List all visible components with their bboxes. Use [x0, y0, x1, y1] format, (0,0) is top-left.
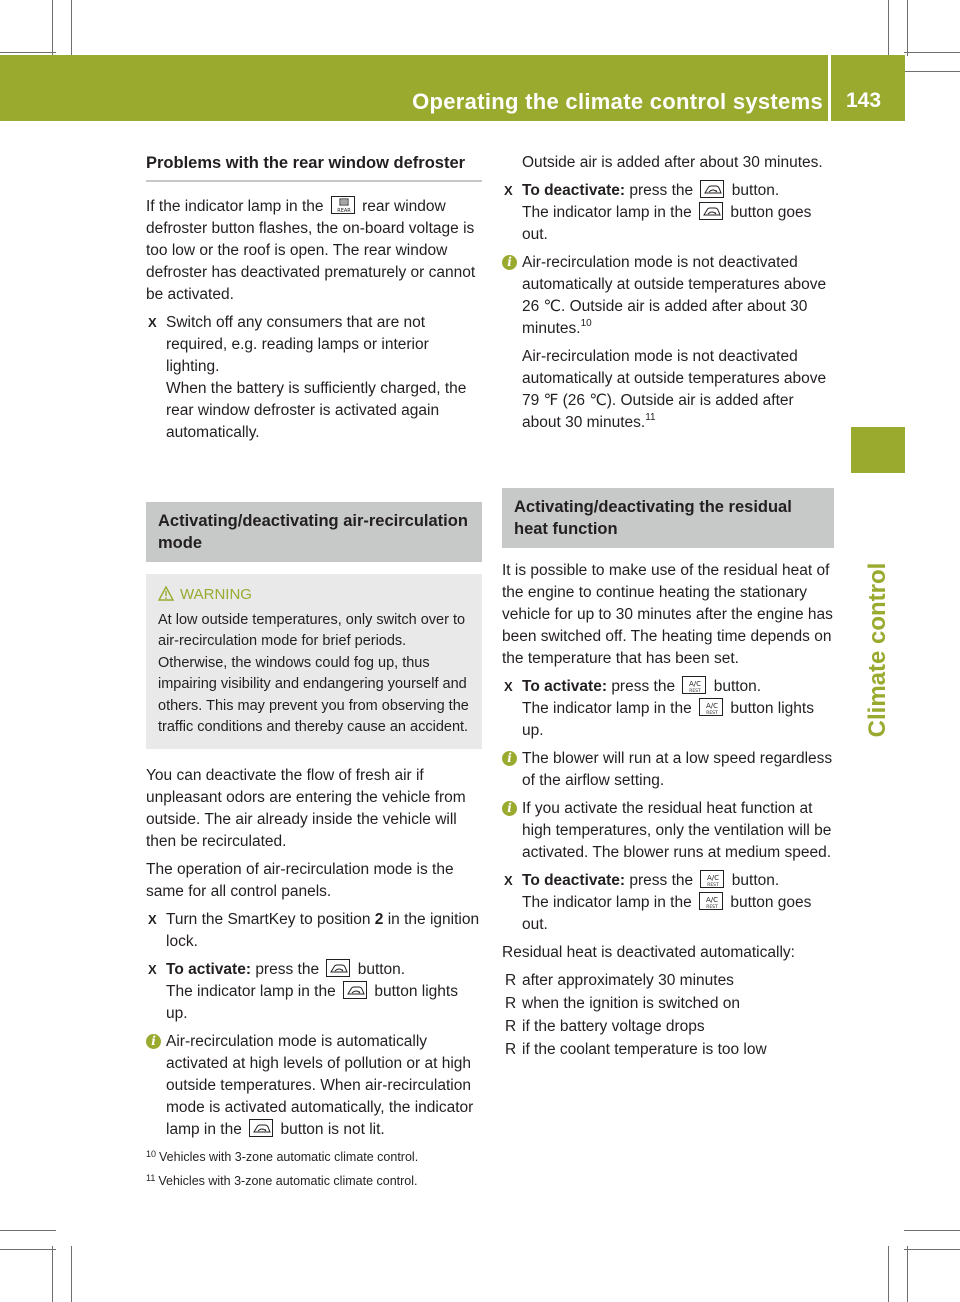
- crop-mark: [71, 1246, 72, 1302]
- info-note: i If you activate the residual heat function at high temperatures, only the ventilation will be activated. The blower runs at medium speed.: [502, 798, 834, 864]
- instruction-step: X Switch off any consumers that are not required, e.g. reading lamps or interior lighting. When the battery is sufficiently charged, the rear window defroster is activated again automatically.: [148, 314, 467, 441]
- recirculation-icon: [249, 1119, 273, 1137]
- chapter-tab: [851, 427, 905, 473]
- instruction-step: X To activate: press the button. The indicator lamp in the button lights up.: [148, 960, 458, 1022]
- info-note: i The blower will run at a low speed regardless of the airflow setting.: [502, 748, 834, 792]
- step-arrow-icon: X: [504, 679, 513, 694]
- rear-defrost-icon-label: REAR: [337, 208, 351, 214]
- step-arrow-icon: X: [148, 315, 157, 330]
- crop-mark: [904, 52, 960, 53]
- ac-icon-label: A/C: [707, 874, 720, 882]
- info-note: Air-recirculation mode is not deactivated automatically at outside temperatures above 79 ℉ (26 ℃). Outside air is added after about 30 minutes.$^{11}$: [522, 348, 827, 431]
- crop-mark: [0, 1230, 56, 1231]
- crop-mark: [907, 0, 908, 56]
- warning-triangle-icon: [158, 586, 174, 608]
- crop-mark: [888, 0, 889, 56]
- footnotes: [146, 1144, 486, 1192]
- page-header-title: Operating the climate control systems: [412, 89, 823, 114]
- rest-icon-label: REST: [706, 905, 718, 910]
- rest-icon-label: REST: [689, 689, 702, 694]
- rear-defrost-icon: [331, 196, 355, 214]
- ac-rest-icon: [682, 676, 706, 694]
- rest-icon-label: REST: [706, 711, 718, 716]
- left-column: [146, 152, 482, 1147]
- crop-mark: [52, 0, 53, 56]
- step-arrow-icon: X: [148, 911, 157, 927]
- ac-rest-icon: [700, 870, 724, 888]
- warning-title: WARNING: [158, 584, 472, 606]
- list-item: R if the coolant temperature is too low: [505, 1041, 767, 1058]
- warning-box: [146, 574, 482, 749]
- crop-mark: [0, 52, 56, 53]
- ac-icon-label: A/C: [706, 896, 719, 904]
- rest-icon-label: REST: [707, 883, 720, 888]
- instruction-step: X To activate: press the A/C REST button. The indicator lamp in the A/C REST button lights up.: [504, 678, 814, 739]
- crop-mark: [888, 1246, 889, 1302]
- info-note: i Air-recirculation mode is automatically activated at high levels of pollution or at high outside temperatures. When air-recirculation mode is activated automatically, the indicator lamp in the button is not lit.: [146, 1031, 482, 1141]
- list-item: R when the ignition is switched on: [505, 995, 740, 1012]
- continued-text: Outside air is added after about 30 minutes.: [522, 154, 823, 171]
- ac-rest-icon: [699, 892, 723, 910]
- right-column: [502, 152, 834, 1062]
- recirculation-icon: [326, 959, 350, 977]
- info-icon: i: [502, 801, 517, 816]
- list-item: R if the battery voltage drops: [505, 1018, 705, 1035]
- footnote: $^{10}$ Vehicles with 3-zone automatic climate control.: [146, 1149, 419, 1164]
- header-divider: [828, 55, 831, 121]
- step-arrow-icon: X: [148, 961, 157, 977]
- paragraph: The operation of air-recirculation mode is the same for all control panels.: [146, 860, 454, 900]
- section-heading: Problems with the rear window defroster: [146, 152, 482, 182]
- footnote: $^{11}$ Vehicles with 3-zone automatic climate control.: [146, 1173, 418, 1188]
- instruction-step: X To deactivate: press the A/C REST button. The indicator lamp in the A/C REST button goes out.: [504, 872, 812, 933]
- crop-mark: [52, 1246, 53, 1302]
- crop-mark: [71, 0, 72, 56]
- section-heading: Activating/deactivating the residual heat function: [502, 488, 834, 548]
- ac-rest-icon: [699, 698, 723, 716]
- warning-text: At low outside temperatures, only switch over to air-recirculation mode for brief periods. Otherwise, the windows could fog up, thus impairing visibility and endangering yourself and others. This may prevent you from observing the traffic conditions and thereby cause an accident.: [158, 611, 469, 735]
- paragraph: If the indicator lamp in the REAR rear window defroster button flashes, the on-board voltage is too low or the roof is open. The rear window defroster has deactivated prematurely or cannot be activated.: [146, 198, 476, 303]
- info-icon: i: [502, 255, 517, 270]
- crop-mark: [904, 71, 960, 72]
- recirculation-icon: [343, 981, 367, 999]
- list-item: R after approximately 30 minutes: [505, 972, 734, 989]
- ac-icon-label: A/C: [689, 680, 702, 688]
- paragraph: It is possible to make use of the residual heat of the engine to continue heating the stationary vehicle for up to 30 minutes after the engine has been switched off. The heating time depends on the temperature that has been set.: [502, 562, 833, 667]
- step-arrow-icon: X: [504, 873, 513, 888]
- recirculation-icon: [700, 180, 724, 198]
- ac-icon-label: A/C: [706, 702, 719, 710]
- paragraph: You can deactivate the flow of fresh air if unpleasant odors are entering the vehicle from outside. The air already inside the vehicle will then be recirculated.: [146, 766, 466, 850]
- crop-mark: [907, 1246, 908, 1302]
- crop-mark: [0, 1249, 56, 1250]
- crop-mark: [904, 1249, 960, 1250]
- page-number: 143: [846, 89, 882, 112]
- instruction-step: X Turn the SmartKey to position 2 in the ignition lock.: [148, 910, 480, 950]
- info-icon: i: [146, 1034, 161, 1049]
- crop-mark: [904, 1230, 960, 1231]
- step-arrow-icon: X: [504, 183, 513, 198]
- info-note: i Air-recirculation mode is not deactivated automatically at outside temperatures above 26 ℃. Outside air is added after about 30 minutes.$^{10}$: [502, 252, 834, 340]
- paragraph: Residual heat is deactivated automatically:: [502, 944, 795, 961]
- section-heading: Activating/deactivating air-recirculation mode: [146, 502, 482, 562]
- info-icon: i: [502, 751, 517, 766]
- chapter-label: Climate control: [864, 562, 891, 738]
- recirculation-icon: [699, 202, 723, 220]
- instruction-step: X To deactivate: press the button. The indicator lamp in the button goes out.: [504, 182, 812, 243]
